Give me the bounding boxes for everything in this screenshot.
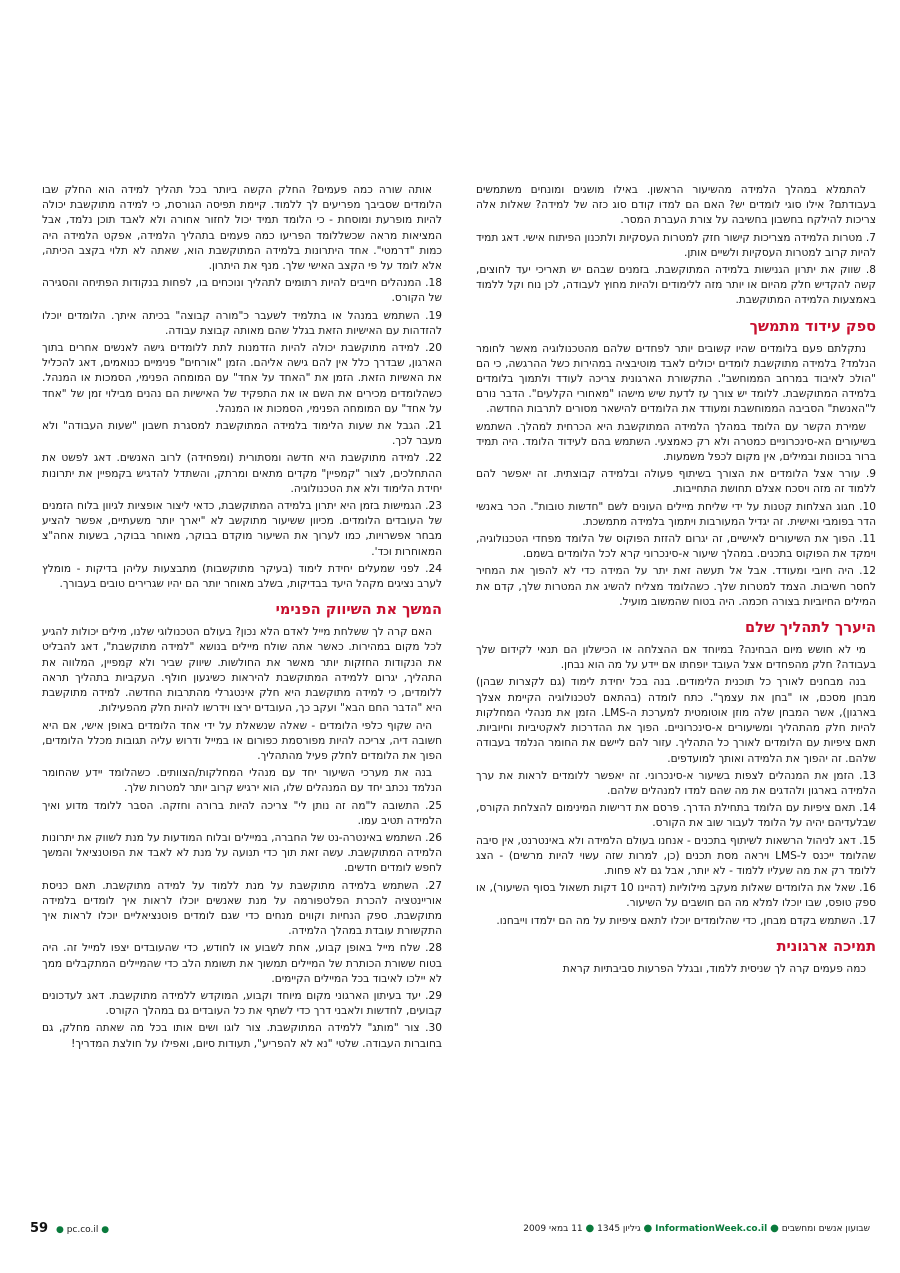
paragraph: 24. לפני שמעלים יחידת לימוד (בעיקר מתוקשבות) מתבצעות עליהן בדיקות - מומלץ לערב נציגים מקהל היעד בבדיקות, בשלב מאוחר יותר הם יהיו שגרירים טובים בעבורך. bbox=[42, 562, 442, 591]
footer-issue: גיליון 1345 bbox=[597, 1224, 641, 1234]
paragraph: 20. למידה מתוקשבת יכולה להיות הזדמנות לתת ללומדים גישה לאנשים אחרים בתוך הארגון, שבדרך כלל אין להם גישה אליהם. הזמן "אורחים" פנימיים כנואמים, דאג להכליל את האשיות הזאת. הזמן את "האחד על אחד" עם המומחה הפנימי, הסמכות או המנהל. כשהלומדים מכירים את השם או את התפקיד של האישיות הם נהנים מבילוי זמן של "אחד על אחד" עם המומחה הפנימי, הסמכות או המנהל. bbox=[42, 342, 442, 415]
paragraph: 21. הגבל את שעות הלימוד בלמידה המתוקשבת למסגרת חשבון "שעות העבודה" ולא מעבר לכך. bbox=[42, 420, 442, 448]
paragraph: שמירת הקשר עם הלומד במהלך הלמידה המתוקשבת היא הכרחית למהלך. השתמש בשיעורים הא-סינכרוניים כמטרה ולא רק כאמצעי. השתמש בהם לעידוד הלומד. היה תמיד ברור בכוונות ובמילים, אין מקום לכפל משמעות. bbox=[476, 420, 876, 464]
paragraph: בנה את מערכי השיעור יחד עם מנהלי המחלקות/הצוותים. כשהלומד יידע שהחומר הנלמד נכתב יחד עם המנהלים שלו, הוא ירגיש קרוב יותר למטרות שלך. bbox=[42, 767, 442, 795]
paragraph: 26. השתמש באינטרה-נט של החברה, במיילים ובלוח המודעות על מנת לשווק את יתרונות הלמידה המתוקשבת. עשה זאת תוך כדי תנועה על מנת לא לאבד את הפוטנציאל והמשך לחפש לומדים חדשים. bbox=[42, 831, 442, 875]
page-footer bbox=[30, 1220, 870, 1238]
section-heading: ספק עידוד מתמשך bbox=[749, 318, 876, 335]
paragraph: 12. היה חיובי ומעודד. אבל אל תעשה זאת יתר על המידה כדי לא להפוך את המחיר לחסר חשיבות. הצמד למטרות שלך. כשהלומד מצליח להשיג את המטרות שלך, קדם את המילים החיוביות בצורה חכמה. היה בטוח שהמשוב מועיל. bbox=[476, 565, 876, 608]
paragraph: 18. המנהלים חייבים להיות רתומים לתהליך ונוכחים בו, לפחות בנקודות הפתיחה והסגירה של הקורס. bbox=[42, 277, 442, 305]
bullet-icon: ● bbox=[585, 1223, 595, 1234]
paragraph: אותה שורה כמה פעמים? החלק הקשה ביותר בכל תהליך למידה הוא החלק שבו הלומדים שסביבך מפריעים לך ללמוד. קיימת תפיסה הגורסת, כי למידה מתוקשבת יכולה להיות מופרעת ומוסחת - כי הלומד תמיד יכול לחזור אחורה ולא לאבד תוכן נלמד, אבל המציאות מראה שכשללומד הפריעו כמה פעמים בתהליך הלמידה, אפקט הלמידה היה כמות "דרמטי". אחד היתרונות בלמידה המתוקשבת הוא, שאתה לא תלוי בקצב הכיתה, אלא לומד על פי הקצב האישי שלך. מנף את היתרון. bbox=[42, 184, 442, 273]
paragraph: האם קרה לך ששלחת מייל לאדם הלא נכון? בעולם הטכנולוגי שלנו, מילים יכולות להגיע לכל מקום במהירות. כאשר אתה שולח מיילים בנושא "למידה מתוקשבת", דאג להבליט את הנקודות החזקות יותר מאשר את החולשות. שיווק שביר ולא קמפיין, המלווה את התהליך, יגרום ללמידה המתוקשבת להיראות כשיגעון חולף. העקביות בתהליך תראה ללומדים, כי למידה מתוקשבת היא חלק אינטגרלי מהתרבות החדשה. למידה מתוקשבת היא "הדבר החם הבא" ועקב כך, העובדים ירצו וידרשו להיות חלק מהפעילות. bbox=[42, 626, 442, 715]
paragraph: 22. למידה מתוקשבת היא חדשה ומסתורית (ומפחידה) לרוב האנשים. דאג לפשט את ההתחלכים, לצור "קמפיין" מקדים מתאים ומרתק, והשתדל להדגיש בקמפיין את יתרונות יחידת הלימוד ולא את הטכנולוגיה. bbox=[42, 452, 442, 495]
section-heading: המשך את השיווק הפנימי bbox=[275, 602, 442, 619]
paragraph: 15. דאג לניהול הרשאות לשיתוף בתכנים - אנחנו בעולם הלמידה ולא באינטרנט, אין סיבה שהלומד ייכנס ל-LMS ויראה מסת תכנים (כן, למרות שזה עשוי להיות מרשים) - הצג ללומד רק את מה שעליו ללמוד - לא יותר, אבל גם לא פחות. bbox=[476, 834, 876, 877]
paragraph: נתקלתם פעם בלומדים שהיו קשובים יותר לפחדים שלהם מהטכנולוגיה מאשר לחומר הנלמד? בלמידה מתוקשבת לומדים יכולים לאבד מוטיבציה במהירות כשל ההרגשה, כי הם "הולכ לאיבוד במרחב הממוחשב". התקשורת הארגונית צריכה לעודד ולתמוך בלומדים בלמידה המתוקשבת. ללומד יש צורך עז לדעת שיש מישהו "מאחורי הקלעים". הדבר נורם ל"האנשת" הסביבה הממוחשבת ומעודד את הלומדים להישאר מסורים לתרבות החדשה. bbox=[476, 342, 876, 416]
bullet-icon: ● bbox=[770, 1223, 779, 1234]
section-heading: תמיכה ארגונית bbox=[776, 938, 876, 955]
section-heading: היערך לתהליך שלם bbox=[744, 620, 876, 637]
paragraph: 29. יעד בעיתון הארגוני מקום מיוחד וקבוע, המוקדש ללמידה מתוקשבת. דאג לעדכונים קבועים, לחדשות ולאבני דרך כדי לשתף את כל העובדים גם במהלך הקורס. bbox=[42, 989, 442, 1018]
paragraph: בנה מבחנים לאורך כל תוכנית הלימודים. בנה בכל יחידת לימוד (גם לקצרות שבהן) מבחן מסכם, או "בחן את עצמך". כתח לומדה (בהתאם לטכנולוגיה הקיימת אצלך בארגון), אשר המבחן שלה מוזן אוטומטית למערכת ה-LMS. הזמן את מנהלי המחלקות להיות חלק מהתהליך ומשיעורים א-סינכרוניים. הפוך את ההדרכות לאקטיביות וחיוביות. תאם ציפיות עם הלומדים לאורך כל התהליך. עזור להם ליישם את החומר הנלמד בעבודה שלהם. זה יהפוך את הלמידה ואותך למועדפים. bbox=[476, 676, 876, 765]
paragraph: 9. עורר אצל הלומדים את הצורך בשיתוף פעולה ובלמידה קבוצתית. זה יאפשר להם ללמוד זה מזה ויסכח אצלם תחושת התחייבות. bbox=[476, 468, 876, 496]
paragraph: 13. הזמן את המנהלים לצפות בשיעור א-סינכרוני. זה יאפשר ללומדים לראות את ערך הלמידה בארגון ולהדגים את מה שהם למדו למנהלים שלהם. bbox=[476, 769, 876, 797]
paragraph: 30. צור "מותג" ללמידה המתוקשבת. צור לוגו ושים אותו בכל מה שאתה מחלק, גם בחוברות העבודה. שלטי "נא לא להפריע", תעודות סיום, ואפילו על חולצת המדריך! bbox=[42, 1022, 442, 1050]
right-column bbox=[476, 183, 876, 979]
footer-domain[interactable]: pc.co.il bbox=[66, 1225, 99, 1235]
paragraph: להתמלא במהלך הלמידה מהשיעור הראשון. באילו מושגים ומונחים משתמשים בעבודתם? אילו סוגי לומדים יש? האם הם למדו קודם סוג כזה של למידה? שאלות אלה צריכות להילקח בחשבון בחשיבה על צורת העברת המסר. bbox=[476, 184, 876, 227]
bullet-icon: ● bbox=[55, 1225, 64, 1235]
paragraph: 27. השתמש בלמידה מתוקשבת על מנת ללמוד על למידה מתוקשבת. תאם כניסת אוריינטציה להכרת הפלטפורמה על מנת שאנשים יוכלו לראות איך לומדים בלמידה מתוקשבת. ספק הנחיות וקווים מנחים כדי שגם לומדים פוטנציאליים יוכלו לראות איך התקשורת עובדת במהלך הלמידה. bbox=[42, 879, 442, 938]
paragraph: 16. שאל את הלומדים שאלות מעקב מילוליות (דהיינו 10 דקות תשאול בסוף השיעור), או ספק טופס, שבו יוכלו למלא מה הם חושבים על השיעור. bbox=[476, 882, 876, 910]
footer-website[interactable]: InformationWeek.co.il bbox=[655, 1224, 768, 1234]
paragraph: 17. השתמש בקדם מבחן, כדי שהלומדים יוכלו לתאם ציפיות על מה הם ילמדו וייבחנו. bbox=[496, 914, 876, 927]
left-column bbox=[42, 183, 442, 1054]
paragraph: 19. השתמש במנהל או בתלמיד לשעבר כ"מורה קבוצה" בכיתה איתך. הלומדים יוכלו להזדהות עם האישיות הזאת בגלל שהם מאותה קבוצת עבודה. bbox=[42, 309, 442, 337]
bullet-icon: ● bbox=[101, 1225, 110, 1235]
paragraph: 14. תאם ציפיות עם הלומד בתחילת הדרך. פרסם את דרישות המינימום להצלחת הקורס, שבלעדיהם יהיה על הלומד לעבור שוב את הקורס. bbox=[476, 802, 876, 830]
page-number: 59 bbox=[30, 1221, 49, 1236]
paragraph: 7. מטרות הלמידה מצריכות קישור חזק למטרות העסקיות ולתכנון הפיתוח אישי. דאג תמיד להיות קרוב למטרות העסקיות ולשיים אותן. bbox=[476, 231, 876, 259]
paragraph: מי לא חושש מיום הבחינה? במיוחד אם ההצלחה או הכישלון הם תנאי לקידום שלך בעבודה? חלק מהפחדים אצל העובד יופחתו אם יידע על מה הוא נבחן. bbox=[476, 644, 876, 672]
footer-page-info bbox=[30, 1220, 109, 1239]
paragraph: 11. הפוך את השיעורים לאישיים, זה יגרום להזזת הפוקוס של הלומד מפחדי הטכנולוגיה, וימקד את הפוקוס בתכנים. במהלך שיעור א-סינכרוני קרא לכל הלומדים בשמם. bbox=[476, 533, 876, 561]
bullet-icon: ● bbox=[643, 1223, 653, 1234]
footer-date: 11 במאי 2009 bbox=[523, 1224, 583, 1234]
footer-publication: שבועון אנשים ומחשבים bbox=[781, 1224, 870, 1234]
paragraph: היה שקוף כלפי הלומדים - שאלה שנשאלת על ידי אחד הלומדים באופן אישי, אם היא חשובה דיה, צריכה להיות מפורסמת כפורום או במייל ודרוש עליה תגובות מכלל הלומדים, הפוך את הלומדים לחלק פעיל מהתהליך. bbox=[42, 719, 442, 762]
paragraph: 23. הגמישות בזמן היא יתרון בלמידה המתוקשבת, כדאי ליצור אופציות לגיוון בלוח הזמנים של העובדים הלומדים. מכיוון ששיעור מתוקשב לא "יארך יותר משעתיים, אפשר להציע מבחר אפשרויות, כמו לערוך את השיעור מוקדם בבוקר, מאוחר בבוקר, בשעות אחה"צ המאוחרות וכד'. bbox=[42, 500, 442, 558]
footer-publication-line bbox=[523, 1220, 870, 1238]
paragraph: 25. התשובה ל"מה זה נותן לי" צריכה להיות ברורה וחזקה. הסבר ללומד מדוע ואיך הלמידה תטיב עמו. bbox=[42, 799, 442, 827]
paragraph: כמה פעמים קרה לך שניסית ללמוד, ובגלל הפרעות סביבתיות קראת bbox=[562, 962, 866, 975]
paragraph: 10. חגוג הצלחות קטנות על ידי שליחת מיילים העונים לשם "חדשות טובות". הכר באנשי הדר בפומבי ואישית. זה יגדיל המעורבות ויתמוך בלמידה מתמשכת. bbox=[476, 500, 876, 528]
paragraph: 8. שווק את יתרון הגנישות בלמידה המתוקשבת. בזמנים שבהם יש תאריכי יעד לחוצים, קשה להקדיש חלק מהיום או יותר מזה ללימודים ולהיות מחוץ לעבודה, לכן נוח וקל ללמוד באמצעות הלמידה המתוקשבת. bbox=[476, 264, 876, 307]
paragraph: 28. שלח מייל באופן קבוע, אחת לשבוע או לחודש, כדי שהעובדים יצפו למייל זה. היה בטוח ששורת הכותרת של המיילים תמשוך את תשומת הלב כדי שהמיילים המתקבלים ממך לא יילכו לאיבוד בכל המיילים הקיימים. bbox=[42, 942, 442, 985]
